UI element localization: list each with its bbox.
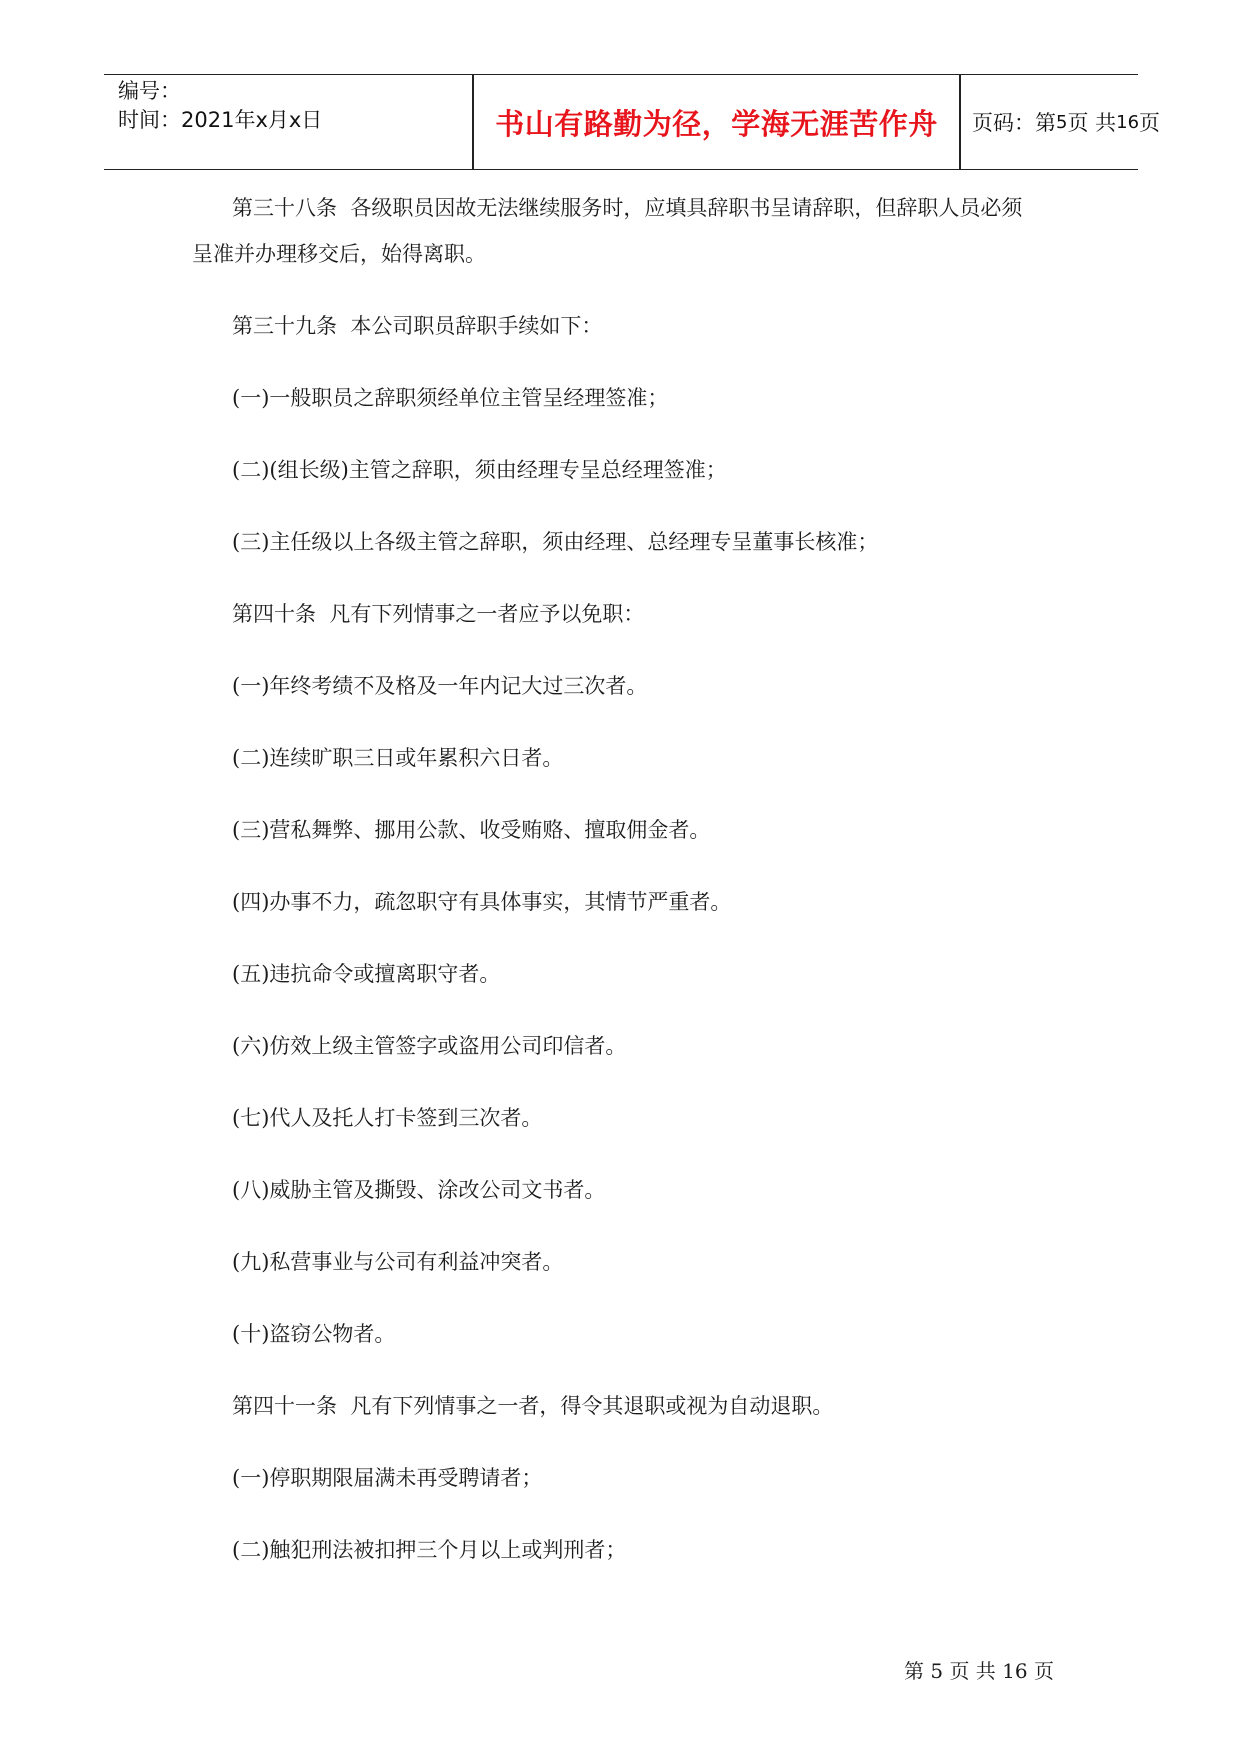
paragraph-line: 第四十一条 凡有下列情事之一者，得令其退职或视为自动退职。 (232, 1394, 834, 1418)
list-item: (二)连续旷职三日或年累积六日者。 (232, 746, 564, 770)
list-item: (九)私营事业与公司有利益冲突者。 (232, 1250, 564, 1274)
page-label-prefix: 页码：第 (972, 111, 1056, 135)
list-item: (三)主任级以上各级主管之辞职，须由经理、总经理专呈董事长核准； (232, 530, 879, 554)
page-label-mid: 页 共 (1067, 111, 1117, 135)
header-divider (959, 75, 961, 169)
paragraph-line: 第三十八条 各级职员因故无法继续服务时，应填具辞职书呈请辞职，但辞职人员必须 (232, 196, 1023, 220)
list-item: (三)营私舞弊、挪用公款、收受贿赂、擅取佣金者。 (232, 818, 711, 842)
list-item: (四)办事不力，疏忽职守有具体事实，其情节严重者。 (232, 890, 732, 914)
list-item: (十)盗窃公物者。 (232, 1322, 396, 1346)
paragraph-line: 呈准并办理移交后，始得离职。 (192, 242, 486, 266)
paragraph-line: 第四十条 凡有下列情事之一者应予以免职： (232, 602, 645, 626)
header-page-indicator (972, 75, 1160, 169)
time-label: 时间：2021年x月x日 (118, 108, 323, 132)
page-header (104, 74, 1161, 170)
header-motto: 书山有路勤为径，学海无涯苦作舟 (495, 106, 938, 141)
list-item: (五)违抗命令或擅离职守者。 (232, 962, 501, 986)
paragraph-line: 第三十九条 本公司职员辞职手续如下： (232, 314, 603, 338)
list-item: (二)(组长级)主管之辞职，须由经理专呈总经理签准； (232, 458, 727, 482)
page-total: 16 (1116, 111, 1140, 133)
page-number: 5 (1056, 111, 1068, 133)
list-item: (二)触犯刑法被扣押三个月以上或判刑者； (232, 1538, 627, 1562)
list-item: (七)代人及托人打卡签到三次者。 (232, 1106, 543, 1130)
page-footer: 第 5 页 共 16 页 (904, 1659, 1054, 1683)
serial-label: 编号： (118, 79, 181, 103)
header-meta (118, 77, 468, 135)
list-item: (一)停职期限届满未再受聘请者； (232, 1466, 543, 1490)
list-item: (一)一般职员之辞职须经单位主管呈经理签准； (232, 386, 669, 410)
page-label-suffix: 页 (1139, 111, 1161, 135)
list-item: (六)仿效上级主管签字或盗用公司印信者。 (232, 1034, 627, 1058)
list-item: (八)威胁主管及撕毁、涂改公司文书者。 (232, 1178, 606, 1202)
list-item: (一)年终考绩不及格及一年内记大过三次者。 (232, 674, 648, 698)
